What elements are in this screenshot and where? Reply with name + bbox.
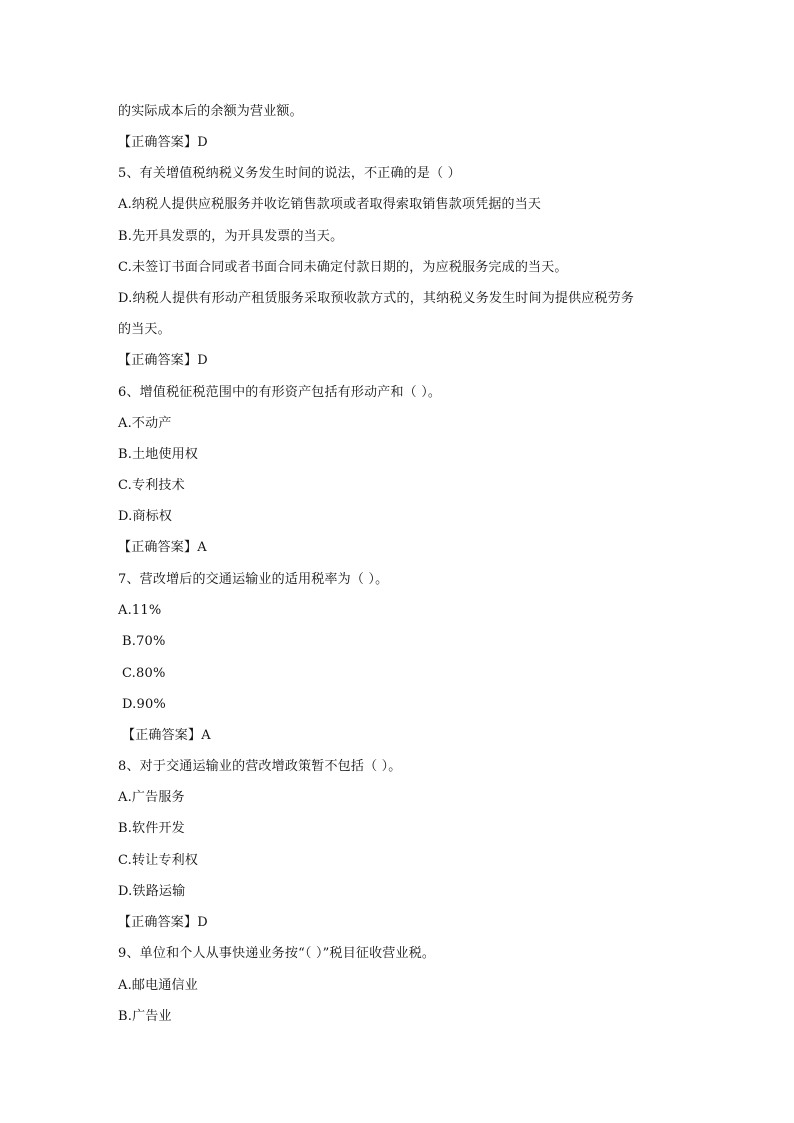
question-5: 5、有关增值税纳税义务发生时间的说法，不正确的是（ ） [118,166,461,181]
option-c: C.专利技术 [118,478,185,493]
answer-line: 【正确答案】D [118,353,208,368]
option-b: B.软件开发 [118,821,185,836]
option-b: B.70% [122,634,166,649]
option-d: D.90% [122,697,166,712]
question-8: 8、对于交通运输业的营改增政策暂不包括（ ）。 [118,759,402,774]
option-a: A.邮电通信业 [118,978,198,993]
option-d: D.铁路运输 [118,884,186,899]
answer-line: 【正确答案】A [118,540,207,555]
option-a: A.不动产 [118,416,172,431]
question-6: 6、增值税征税范围中的有形资产包括有形动产和（ ）。 [118,385,442,400]
question-9: 9、单位和个人从事快递业务按“（ ）”税目征收营业税。 [118,946,436,961]
option-b: B.广告业 [118,1009,172,1024]
option-b: B.先开具发票的，为开具发票的当天。 [118,229,344,244]
option-b: B.土地使用权 [118,447,199,462]
option-a: A.11% [118,603,162,618]
text-line: 的实际成本后的余额为营业额。 [118,104,303,119]
answer-line: 【正确答案】D [118,915,208,930]
option-c: C.转让专利权 [118,853,199,868]
option-c: C.80% [122,666,166,681]
option-c: C.未签订书面合同或者书面合同未确定付款日期的，为应税服务完成的当天。 [118,260,568,275]
answer-line: 【正确答案】A [122,728,211,743]
text-line: 的当天。 [118,322,171,337]
question-7: 7、营改增后的交通运输业的适用税率为（ ）。 [118,572,389,587]
option-d: D.商标权 [118,509,173,524]
option-a: A.广告服务 [118,790,185,805]
answer-line: 【正确答案】D [118,135,208,150]
option-a: A.纳税人提供应税服务并收讫销售款项或者取得索取销售款项凭据的当天 [118,197,542,212]
option-d: D.纳税人提供有形动产租赁服务采取预收款方式的，其纳税义务发生时间为提供应税劳务 [118,291,635,306]
